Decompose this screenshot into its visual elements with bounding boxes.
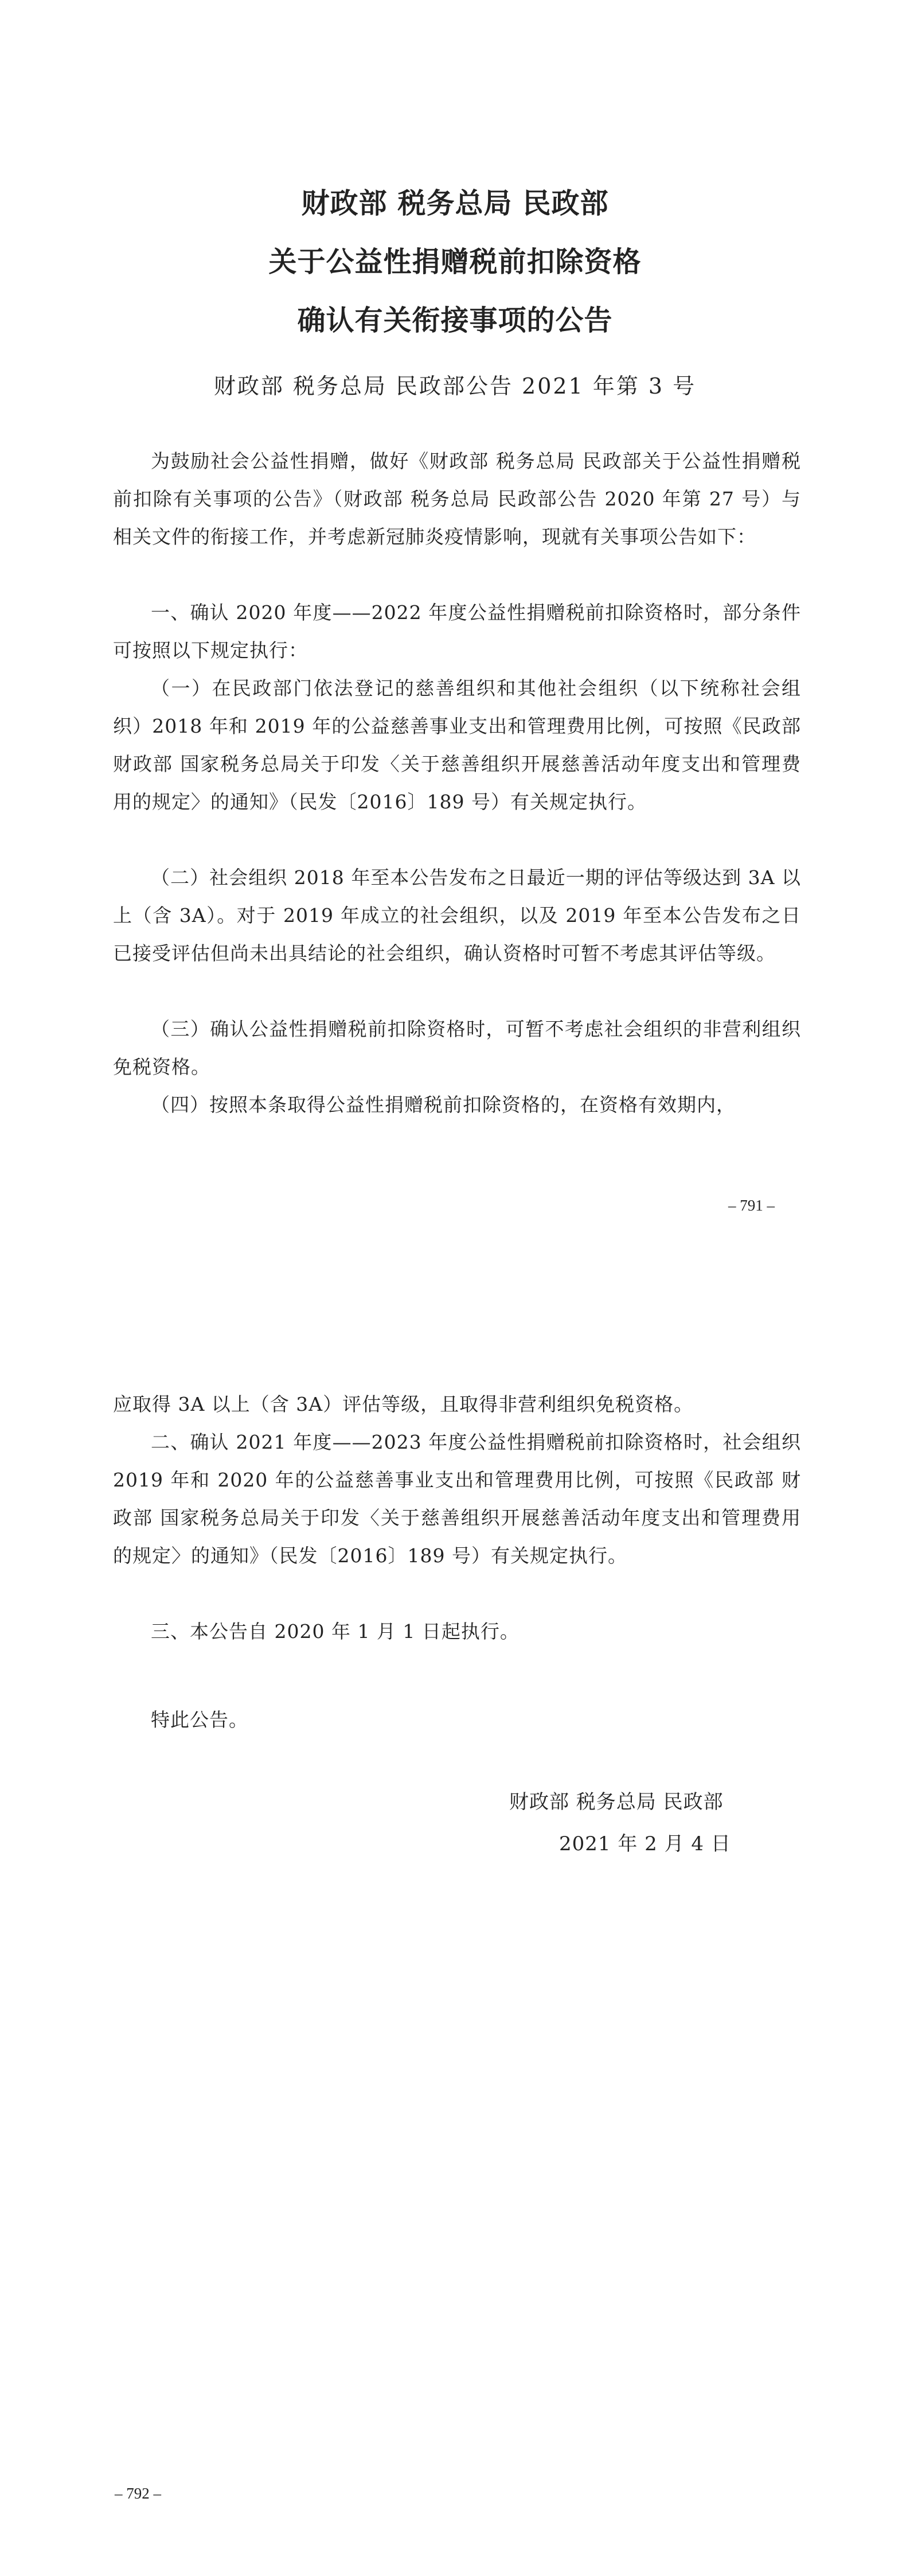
clause-1-item-3-paragraph: （三）确认公益性捐赠税前扣除资格时，可暂不考虑社会组织的非营利组织免税资格。 [113,1018,801,1078]
clause-1-item-1-paragraph: （一）在民政部门依法登记的慈善组织和其他社会组织（以下统称社会组织）2018 年和 2019 年的公益慈善事业支出和管理费用比例，可按照《民政部 财政部 国家税务总局关于印发〈关于慈善组织开展慈善活动年度支出和管理费用的规定〉的通知》（民发〔2016〕189 号）有关规定执行。 [113,677,801,813]
page-number-791: – 791 – [728,1197,775,1214]
clause-3-paragraph: 三、本公告自 2020 年 1 月 1 日起执行。 [151,1620,520,1643]
clause-1-item-4-paragraph: （四）按照本条取得公益性捐赠税前扣除资格的，在资格有效期内， [151,1094,736,1116]
intro-paragraph: 为鼓励社会公益性捐赠，做好《财政部 税务总局 民政部关于公益性捐赠税前扣除有关事项的公告》（财政部 税务总局 民政部公告 2020 年第 27 号）与相关文件的衔接工作，并考虑新冠肺炎疫情影响，现就有关事项公告如下： [113,450,801,548]
title-line-3: 确认有关衔接事项的公告 [297,303,613,337]
clause-1-item-4-continued: 应取得 3A 以上（含 3A）评估等级，且取得非营利组织免税资格。 [113,1393,694,1415]
page-number-792: – 792 – [115,2485,161,2502]
clause-2-paragraph: 二、确认 2021 年度——2023 年度公益性捐赠税前扣除资格时，社会组织 2019 年和 2020 年的公益慈善事业支出和管理费用比例，可按照《民政部 财政部 国家税务总局关于印发〈关于慈善组织开展慈善活动年度支出和管理费用的规定〉的通知》（民发〔2016〕189 号）有关规定执行。 [113,1431,801,1567]
document-number: 财政部 税务总局 民政部公告 2021 年第 3 号 [213,373,697,399]
title-line-2: 关于公益性捐赠税前扣除资格 [268,245,642,278]
title-line-1: 财政部 税务总局 民政部 [301,186,609,220]
clause-1-paragraph: 一、确认 2020 年度——2022 年度公益性捐赠税前扣除资格时，部分条件可按照以下规定执行： [113,601,801,661]
closing-paragraph: 特此公告。 [151,1709,248,1731]
clause-1-item-2-paragraph: （二）社会组织 2018 年至本公告发布之日最近一期的评估等级达到 3A 以上（含 3A）。对于 2019 年成立的社会组织，以及 2019 年至本公告发布之日已接受评估但尚未出具结论的社会组织，确认资格时可暂不考虑其评估等级。 [113,866,801,964]
signature-issuers: 财政部 税务总局 民政部 [509,1791,724,1814]
signature-date: 2021 年 2 月 4 日 [559,1832,731,1855]
